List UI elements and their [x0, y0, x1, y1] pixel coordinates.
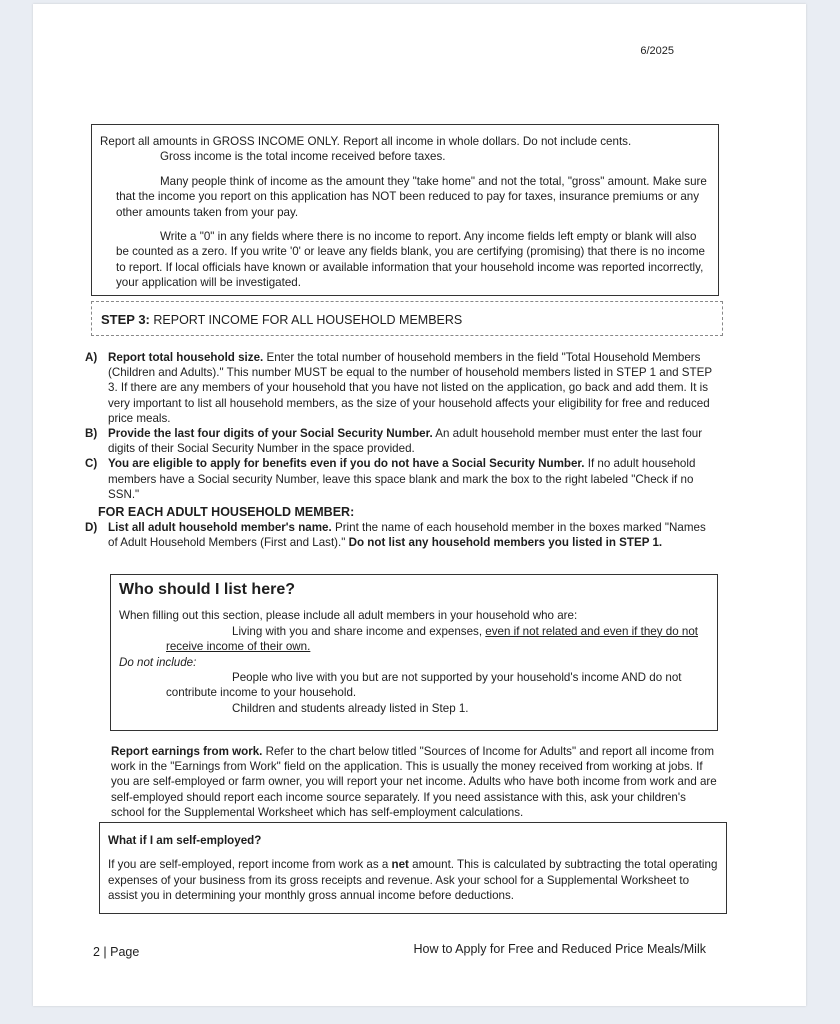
page-number: 2 | Page — [93, 945, 140, 959]
notice-paragraph-2: Many people think of income as the amount they "take home" and not the total, "gross" amount. Make sure that the income you report on this application has NOT been reduced to pay for taxes, insurance premiums or any other amounts taken from your pay. — [116, 174, 707, 219]
gross-income-notice-box — [91, 124, 719, 296]
item-letter: A) — [85, 351, 98, 364]
date-stamp: 6/2025 — [640, 45, 674, 57]
who-to-list-box — [110, 574, 718, 731]
item-text: Print the name of each household member in the boxes marked "Names of Adult Household Members (First and Last)." — [108, 521, 706, 550]
adult-member-heading: FOR EACH ADULT HOUSEHOLD MEMBER: — [98, 505, 355, 520]
item-heading: Report total household size. — [108, 351, 264, 364]
notice-line-2: Gross income is the total income received before taxes. — [160, 150, 446, 164]
self-employed-title: What if I am self-employed? — [108, 834, 262, 847]
item-text: Enter the total number of household members in the field "Total Household Members (Children and Adults)." This number MUST be equal to the number of household members listed in STEP 1 and STEP 3. If there are any members of your household that you have not listed on the application, go back and add them. It is very important to list all household members, as the size of your household affects your eligibility for free and reduced price meals. — [108, 351, 712, 425]
item-letter: D) — [85, 521, 98, 535]
instruction-item-d — [85, 520, 717, 550]
notice-line-1: Report all amounts in GROSS INCOME ONLY. Report all income in whole dollars. Do not include cents. — [100, 135, 632, 148]
who-box-title: Who should I list here? — [119, 581, 295, 598]
earnings-heading: Report earnings from work. — [111, 745, 263, 758]
self-employed-box — [99, 822, 727, 914]
item-heading: List all adult household member's name. — [108, 521, 332, 535]
step-3-label: STEP 3: — [101, 312, 150, 327]
earnings-paragraph — [111, 744, 721, 820]
self-employed-text — [108, 857, 718, 903]
instruction-item-c — [85, 456, 717, 502]
self-text-bold: net — [391, 858, 409, 872]
step-3-title: REPORT INCOME FOR ALL HOUSEHOLD MEMBERS — [153, 313, 463, 327]
include-criteria — [119, 624, 708, 655]
item-letter: B) — [85, 427, 98, 441]
notice-paragraph-3: Write a "0" in any fields where there is no income to report. Any income fields left empty or blank will also be counted as a zero. If you write '0' or leave any fields blank, you are certifying (promising) that there is no income to report. If local officials have known or available information that your household income was reported incorrectly, your application will be investigated. — [116, 230, 705, 290]
exclude-item-1: People who live with you but are not supported by your household's income AND do not contribute income to your household. — [166, 671, 682, 700]
include-underlined-text: even if not related and even if they do not receive income of their own. — [166, 624, 698, 654]
who-box-intro: When filling out this section, please include all adult members in your household who are: — [119, 609, 578, 623]
include-text: Living with you and share income and expenses, — [232, 624, 486, 638]
instruction-item-a — [85, 350, 717, 426]
item-text: If no adult household members have a Social security Number, leave this space blank and mark the box to the right labeled "Check if no SSN." — [108, 457, 696, 501]
footer-title: How to Apply for Free and Reduced Price Meals/Milk — [413, 942, 706, 956]
item-heading: You are eligible to apply for benefits even if you do not have a Social Security Number. — [108, 457, 585, 471]
document-page — [33, 4, 806, 1006]
instruction-item-b — [85, 426, 717, 456]
self-text-2: amount. This is calculated by subtracting the total operating expenses of your business from its gross receipts and revenue. Ask your school for a Supplemental Worksheet to assist you in determining your monthly gross annual income before deductions. — [108, 858, 718, 903]
item-heading: Provide the last four digits of your Social Security Number. — [108, 427, 433, 441]
instructions-list — [85, 350, 717, 551]
item-text: An adult household member must enter the last four digits of their Social Security Number in the space provided. — [108, 427, 703, 456]
self-text-1: If you are self-employed, report income from work as a — [108, 858, 392, 872]
step-3-header — [91, 301, 723, 336]
item-letter: C) — [85, 457, 98, 471]
exclude-item-2: Children and students already listed in Step 1. — [232, 701, 469, 715]
item-warning: Do not list any household members you listed in STEP 1. — [345, 536, 663, 550]
exclude-label: Do not include: — [119, 655, 197, 669]
earnings-text: Refer to the chart below titled "Sources of Income for Adults" and report all income from work in the "Earnings from Work" field on the application. This is usually the money received from working at jobs. If you are self-employed or farm owner, you will report your net income. Adults who have both income from work and are self-employed should report each income source separately. If you need assistance with this, ask your children's school for the Supplemental Worksheet which has self-employment calculations. — [111, 745, 717, 819]
